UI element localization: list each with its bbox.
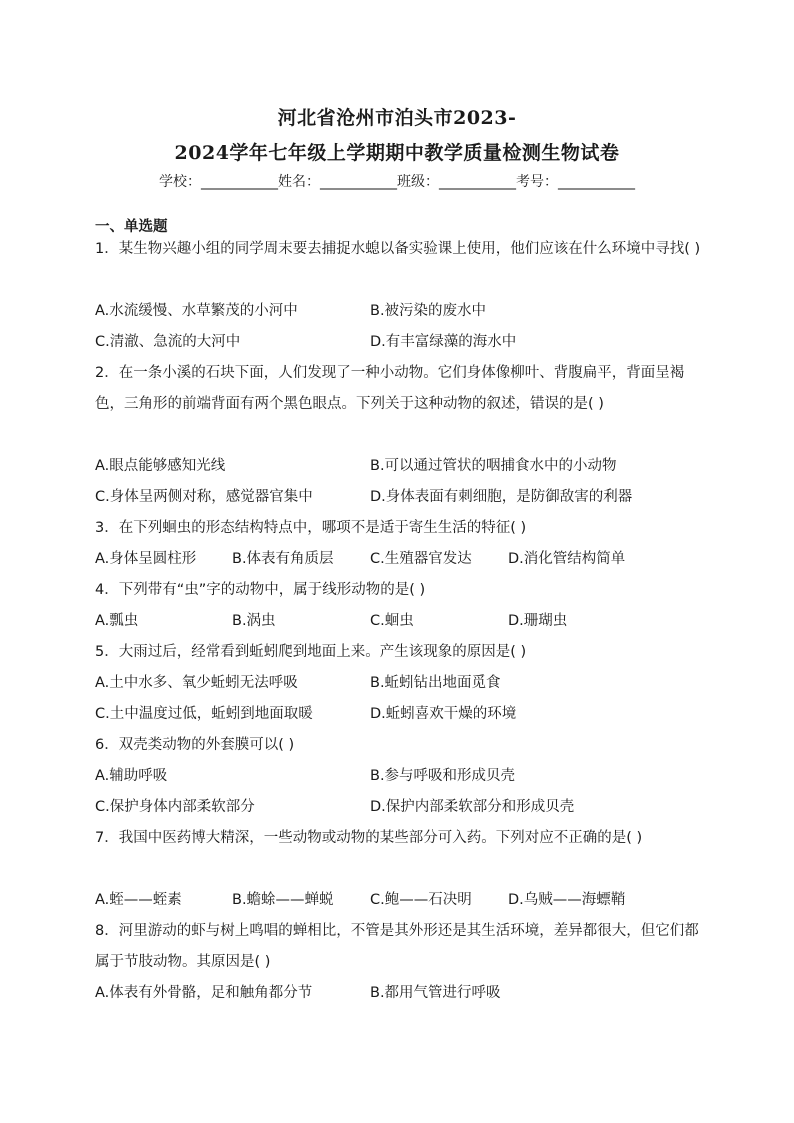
question-4-options-row [95,606,705,637]
question-1-options-row2 [95,327,705,358]
question-1-option-a: A.水流缓慢、水草繁茂的小河中 [95,303,298,319]
question-8-option-a: A.体表有外骨骼，足和触角都分节 [95,985,313,1001]
question-3-option-a: A.身体呈圆柱形 [95,551,197,567]
question-7-option-b: B.蟾蜍——蝉蜕 [232,892,334,908]
question-1-option-d: D.有丰富绿藻的海水中 [370,334,517,350]
question-5-options-row1 [95,668,705,699]
question-4-option-a: A.瓢虫 [95,613,139,629]
question-3-option-d: D.消化管结构简单 [508,551,626,567]
question-4-stem: 4．下列带有“虫”字的动物中，属于线形动物的是( ) [95,582,426,598]
question-6-option-a: A.辅助呼吸 [95,768,168,784]
question-3-stem: 3．在下列蛔虫的形态结构特点中，哪项不是适于寄生生活的特征( ) [95,520,527,536]
question-8-option-b: B.都用气管进行呼吸 [370,985,501,1001]
question-2-options-row1 [95,451,705,482]
question-8-stem: 8．河里游动的虾与树上鸣唱的蝉相比，不管是其外形还是其生活环境，差异都很大，但它们都属于节肢动物。其原因是( ) [95,923,699,970]
question-4-option-c: C.蛔虫 [370,613,414,629]
question-8-options-row1 [95,978,705,1009]
exam-title-line2: 2024学年七年级上学期期中教学质量检测生物试卷 [174,142,620,164]
question-4-option-d: D.珊瑚虫 [508,613,568,629]
question-1-options-row1 [95,296,705,327]
question-7-option-a: A.蛭——蛭素 [95,892,182,908]
question-1-option-b: B.被污染的废水中 [370,303,487,319]
question-5-options-row2 [95,699,705,730]
question-2-options-row2 [95,482,705,513]
question-1-option-c: C.清澈、急流的大河中 [95,334,241,350]
question-2-option-a: A.眼点能够感知光线 [95,458,226,474]
question-5-option-c: C.土中温度过低，蚯蚓到地面取暖 [95,706,313,722]
question-7-option-d: D.乌贼——海螵鞘 [508,892,626,908]
question-2-stem: 2．在一条小溪的石块下面，人们发现了一种小动物。它们身体像柳叶、背腹扁平，背面呈褐色，三角形的前端背面有两个黑色眼点。下列关于这种动物的叙述，错误的是( ) [95,365,685,412]
section-heading-single-choice: 一、单选题 [95,219,168,235]
question-7-options-row [95,885,705,916]
question-7-stem: 7．我国中医药博大精深，一些动物或动物的某些部分可入药。下列对应不正确的是( ) [95,830,643,846]
exam-title-line1: 河北省沧州市泊头市2023- [277,107,517,129]
question-6-options-row1 [95,761,705,792]
student-info-line: 学校：___________姓名：___________班级：___________考号：___________ [159,174,635,190]
question-5-stem: 5．大雨过后，经常看到蚯蚓爬到地面上来。产生该现象的原因是( ) [95,644,527,660]
question-6-option-d: D.保护内部柔软部分和形成贝壳 [370,799,575,815]
question-4-option-b: B.涡虫 [232,613,276,629]
question-3-option-b: B.体表有角质层 [232,551,334,567]
question-3-options-row [95,544,705,575]
question-5-option-d: D.蚯蚓喜欢干燥的环境 [370,706,517,722]
question-6-option-b: B.参与呼吸和形成贝壳 [370,768,516,784]
question-2-option-d: D.身体表面有刺细胞，是防御敌害的利器 [370,489,633,505]
question-3-option-c: C.生殖器官发达 [370,551,472,567]
question-7-option-c: C.鲍——石决明 [370,892,472,908]
question-2-option-b: B.可以通过管状的咽捕食水中的小动物 [370,458,617,474]
question-6-option-c: C.保护身体内部柔软部分 [95,799,255,815]
question-1-stem: 1．某生物兴趣小组的同学周末要去捕捉水螅以备实验课上使用，他们应该在什么环境中寻找( ) [95,241,701,257]
question-5-option-b: B.蚯蚓钻出地面觅食 [370,675,501,691]
question-6-stem: 6．双壳类动物的外套膜可以( ) [95,737,295,753]
question-5-option-a: A.土中水多、氧少蚯蚓无法呼吸 [95,675,298,691]
question-6-options-row2 [95,792,705,823]
question-2-option-c: C.身体呈两侧对称，感觉器官集中 [95,489,313,505]
